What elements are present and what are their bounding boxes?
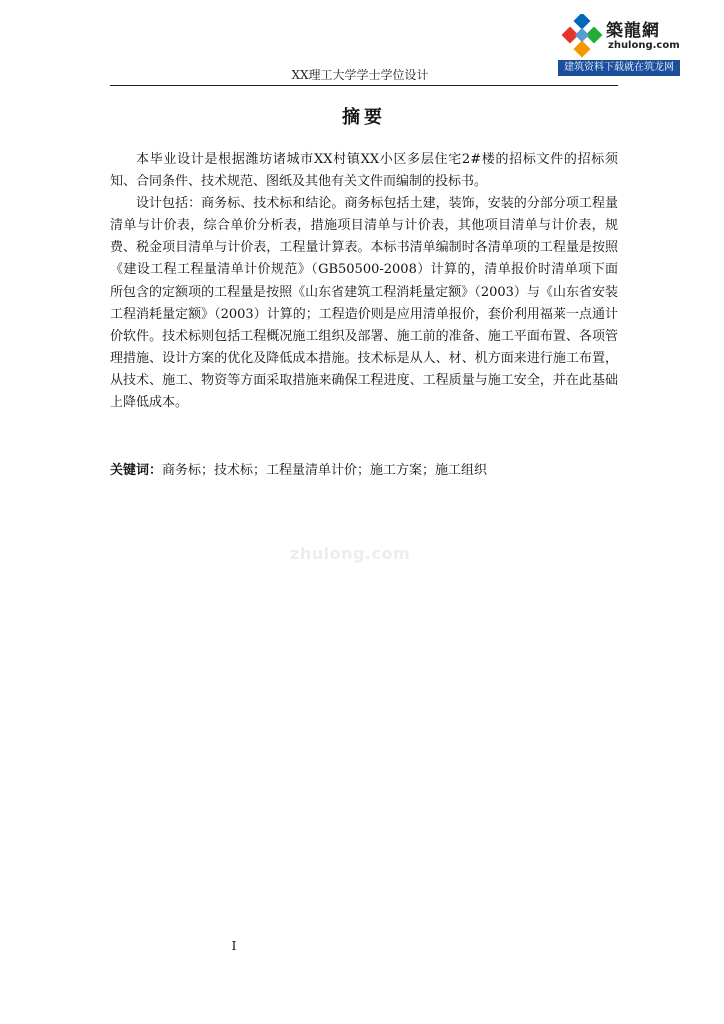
abstract-body [110, 149, 618, 414]
keywords-text: 商务标；技术标；工程量清单计价；施工方案；施工组织 [162, 463, 488, 478]
page-number: I [231, 939, 237, 953]
logo-brand: 築龍網 [606, 21, 660, 41]
logo-domain: zhulong.com [608, 40, 680, 51]
header-rule [110, 85, 618, 86]
zhulong-diamond-icon [560, 14, 604, 58]
abstract-paragraph: 设计包括：商务标、技术标和结论。商务标包括土建，装饰，安装的分部分项工程量清单与计价表，综合单价分析表，措施项目清单与计价表，其他项目清单与计价表，规费、税金项目清单与计价表，工程量计算表。本标书清单编制时各清单项的工程量是按照《建设工程工程量清单计价规范》（GB50500-2008）计算的，清单报价时清单项下面所包含的定额项的工程量是按照《山东省建筑工程消耗量定额》（2003）与《山东省安装工程消耗量定额》（2003）计算的；工程造价则是应用清单报价，套价利用福莱一点通计价软件。技术标则包括工程概况施工组织及部署、施工前的准备、施工平面布置、各项管理措施、设计方案的优化及降低成本措施。技术标是从人、材、机方面来进行施工布置，从技术、施工、物资等方面采取措施来确保工程进度、工程质量与施工安全，并在此基础上降低成本。 [110, 196, 618, 411]
page-title: 摘要 [342, 107, 386, 128]
running-header: XX理工大学学士学位设计 [291, 68, 429, 82]
watermark: zhulong.com [290, 544, 411, 563]
abstract-paragraph: 本毕业设计是根据潍坊诸城市XX村镇XX小区多层住宅2#楼的招标文件的招标须知、合同条件、技术规范、图纸及其他有关文件而编制的投标书。 [110, 152, 618, 190]
keywords-label: 关键词： [110, 463, 163, 478]
keywords-line [110, 460, 618, 482]
logo-banner: 建筑资料下载就在筑龙网 [558, 60, 680, 76]
